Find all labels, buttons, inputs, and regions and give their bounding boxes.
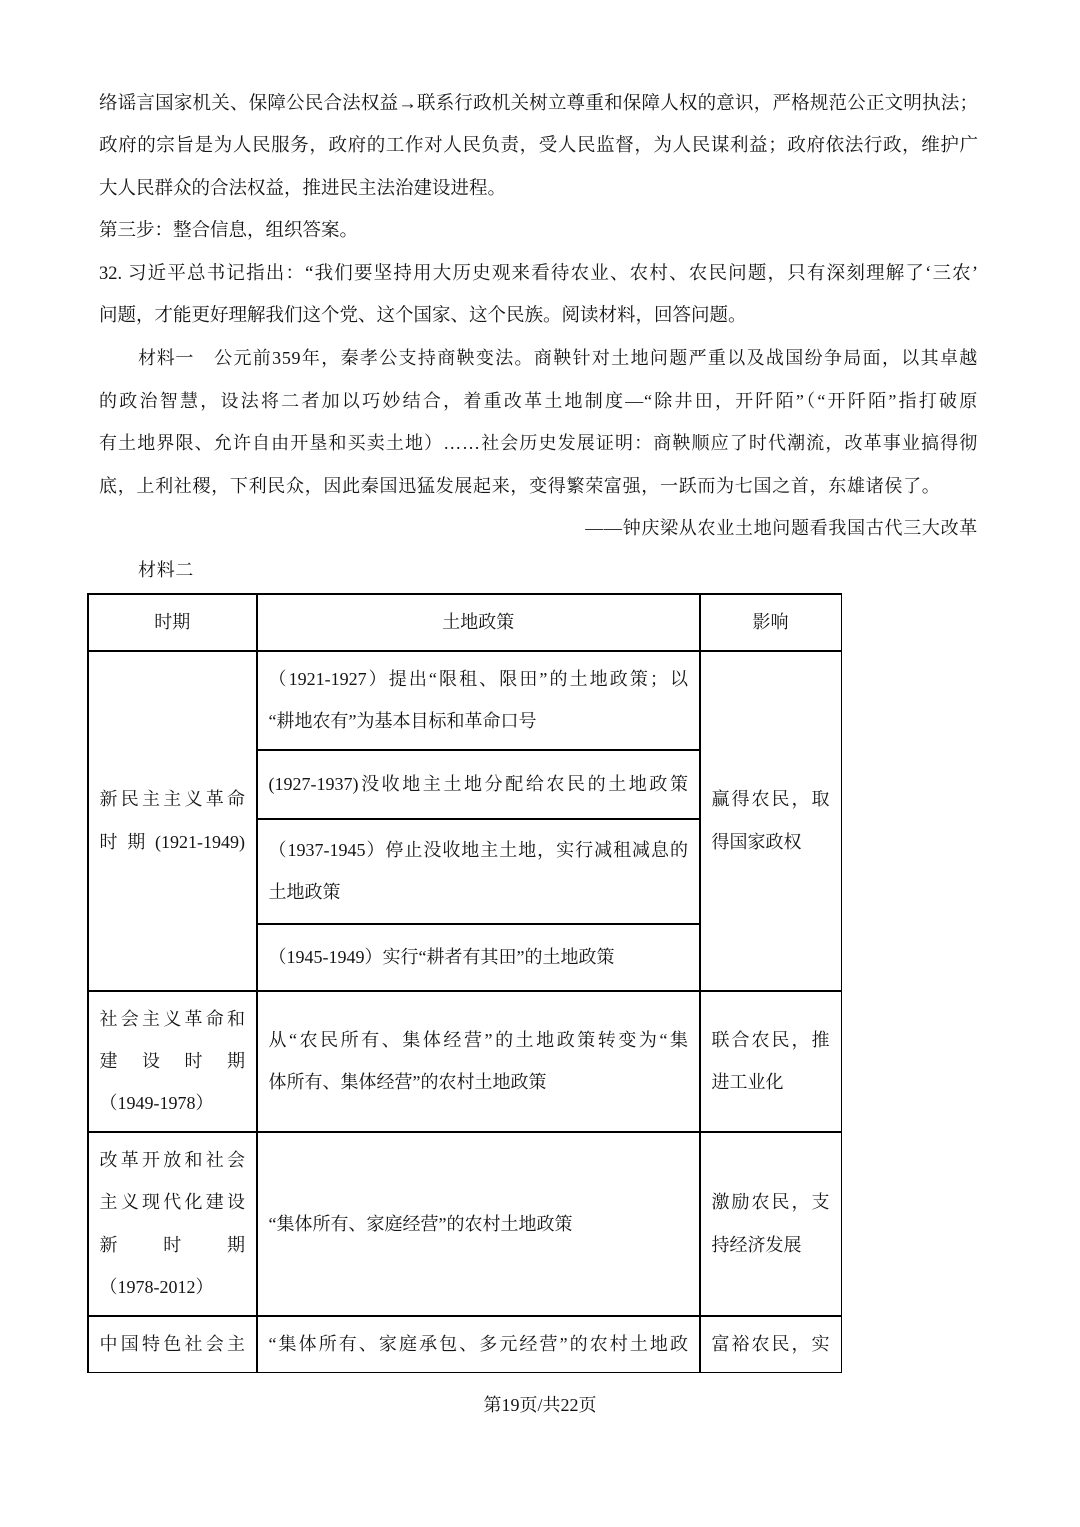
policy-text: 土地政策 (268, 882, 341, 903)
policy-cell (258, 1317, 700, 1372)
period-text: 社会主义革命和 (99, 1008, 245, 1029)
policy-text: （1937-1945）停止没收地主土地，实行减租减息的 (268, 839, 688, 860)
policy-text: 从“农民所有、集体经营”的土地政策转变为“集 (268, 1029, 688, 1050)
impact-text: 联合农民，推 (711, 1029, 830, 1050)
period-cell (89, 992, 257, 1132)
impact-text: 进工业化 (711, 1072, 784, 1093)
policy-text: “集体所有、家庭经营”的农村土地政策 (268, 1213, 573, 1234)
impact-text: 持经济发展 (711, 1234, 802, 1255)
period-text: 新时期 (99, 1234, 245, 1255)
policy-text: “耕地农有”为基本目标和革命口号 (268, 711, 537, 732)
impact-cell (701, 652, 841, 991)
impact-text: 富裕农民，实 (711, 1333, 830, 1354)
material-one-line: 底，上利社稷，下利民众，因此秦国迅猛发展起来，变得繁荣富强，一跃而为七国之首，东雄诸侯了。 (99, 475, 941, 496)
impact-text: 得国家政权 (711, 831, 802, 852)
material-one-label: 材料一 (138, 348, 195, 369)
policy-text: (1927-1937)没收地主土地分配给农民的土地政策 (268, 774, 688, 795)
policy-text: （1945-1949）实行“耕者有其田”的土地政策 (268, 947, 615, 968)
answer-line: 政府的宗旨是为人民服务，政府的工作对人民负责，受人民监督，为人民谋利益；政府依法行政，维护广 (99, 136, 978, 157)
land-policy-table (87, 593, 842, 1373)
impact-text: 激励农民，支 (711, 1192, 830, 1213)
period-text: （1978-2012） (99, 1277, 214, 1298)
period-text: （1949-1978） (99, 1093, 214, 1114)
period-text: 建设时期 (99, 1051, 245, 1072)
table-header-period (89, 595, 257, 651)
header-label: 土地政策 (442, 612, 515, 633)
policy-cell (258, 820, 700, 924)
policy-cell (258, 751, 700, 819)
impact-cell (701, 1317, 841, 1372)
policy-cell (258, 652, 700, 750)
period-cell (89, 1133, 257, 1316)
policy-text: 体所有、集体经营”的农村土地政策 (268, 1072, 547, 1093)
impact-text: 赢得农民，取 (711, 789, 830, 810)
material-one-text: 公元前359年，秦孝公支持商鞅变法。商鞅针对土地问题严重以及战国纷争局面，以其卓越 (214, 348, 978, 369)
table-header-policy (258, 595, 700, 651)
impact-cell (701, 1133, 841, 1316)
material-one-line: 有土地界限、允许自由开垦和买卖土地）……社会历史发展证明：商鞅顺应了时代潮流，改革事业搞得彻 (99, 433, 978, 454)
period-text: 时期(1921-1949) (99, 831, 245, 852)
impact-cell (701, 992, 841, 1132)
period-text: 主义现代化建设 (99, 1192, 245, 1213)
header-label: 时期 (154, 612, 191, 633)
step-three-line: 第三步：整合信息，组织答案。 (99, 221, 359, 242)
period-cell (89, 1317, 257, 1372)
material-one-source: ——钟庆梁从农业土地问题看我国古代三大改革 (585, 517, 978, 538)
material-one-line: 的政治智慧，设法将二者加以巧妙结合，着重改革土地制度—“除井田，开阡陌”（“开阡陌”指打破原 (99, 390, 978, 411)
answer-line: 络谣言国家机关、保障公民合法权益→联系行政机关树立尊重和保障人权的意识，严格规范公正文明执法； (99, 94, 978, 114)
policy-cell (258, 1133, 700, 1316)
period-text: 改革开放和社会 (99, 1149, 245, 1170)
period-cell (89, 652, 257, 991)
policy-cell (258, 925, 700, 991)
policy-text: “集体所有、家庭承包、多元经营”的农村土地政 (268, 1333, 688, 1354)
header-label: 影响 (752, 612, 789, 633)
period-text: 新民主主义革命 (99, 789, 245, 810)
page-number: 第19页/共22页 (483, 1395, 597, 1415)
material-two-label: 材料二 (138, 560, 195, 581)
material-one-first-line (99, 337, 978, 379)
question-line: 32. 习近平总书记指出：“我们要坚持用大历史观来看待农业、农村、农民问题，只有深刻理解了‘三农’ (99, 263, 978, 284)
period-text: 中国特色社会主 (99, 1333, 245, 1354)
policy-text: （1921-1927）提出“限租、限田”的土地政策；以 (268, 668, 688, 689)
table-header-impact (701, 595, 841, 651)
answer-line: 大人民群众的合法权益，推进民主法治建设进程。 (99, 178, 507, 199)
question-line: 问题，才能更好理解我们这个党、这个国家、这个民族。阅读材料，回答问题。 (99, 305, 747, 326)
policy-cell (258, 992, 700, 1132)
body-text (99, 83, 978, 592)
